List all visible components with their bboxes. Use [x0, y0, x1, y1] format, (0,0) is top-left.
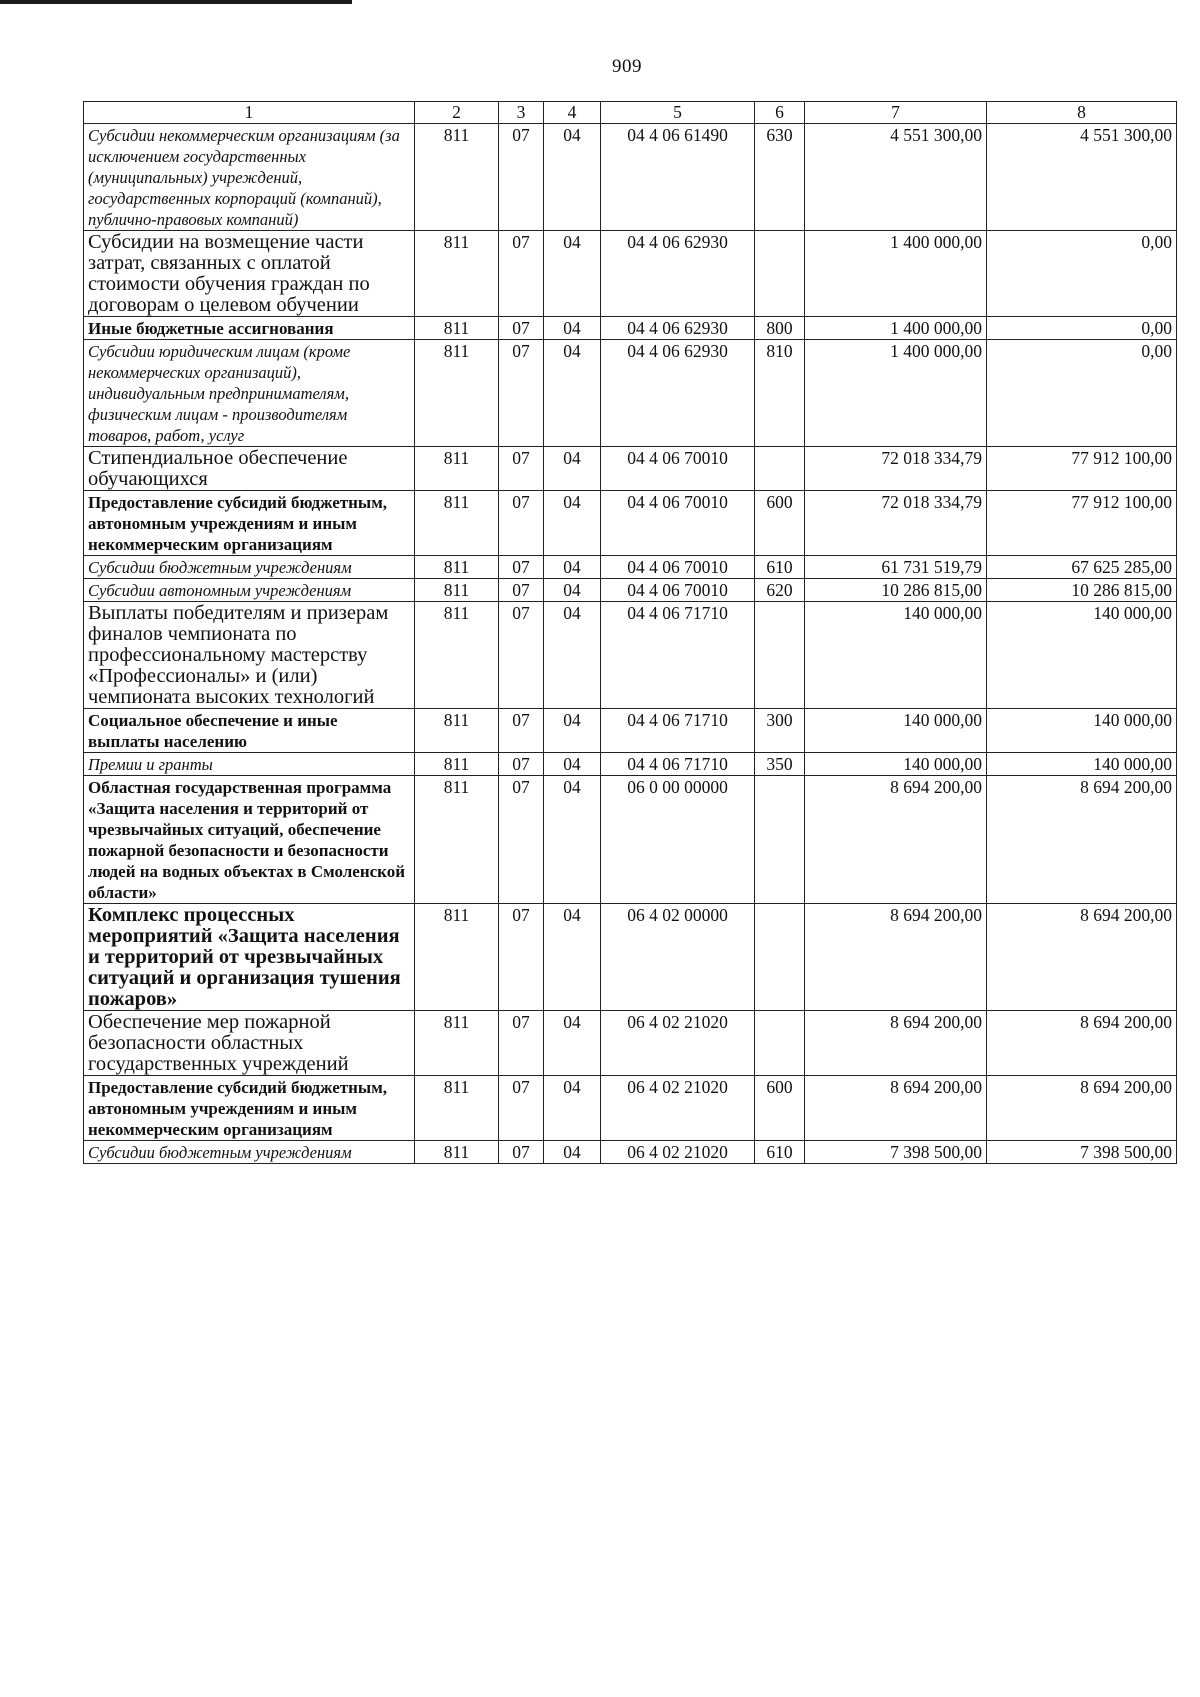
header-cell: 1 — [84, 102, 415, 124]
admin-code-cell: 811 — [415, 491, 499, 556]
header-cell: 4 — [544, 102, 601, 124]
target-article-cell: 04 4 06 71710 — [601, 753, 755, 776]
subsection-cell: 04 — [544, 1076, 601, 1141]
amount-year2-cell: 0,00 — [987, 317, 1177, 340]
subsection-cell: 04 — [544, 602, 601, 709]
expense-type-cell — [755, 231, 805, 317]
target-article-cell: 04 4 06 70010 — [601, 579, 755, 602]
amount-year1-cell: 4 551 300,00 — [805, 124, 987, 231]
row-name-cell: Предоставление субсидий бюджетным, автономным учреждениям и иным некоммерческим организациям — [84, 1076, 415, 1141]
amount-year1-cell: 140 000,00 — [805, 709, 987, 753]
section-cell: 07 — [499, 709, 544, 753]
subsection-cell: 04 — [544, 556, 601, 579]
header-row — [84, 102, 1177, 124]
target-article-cell: 04 4 06 62930 — [601, 231, 755, 317]
subsection-cell: 04 — [544, 124, 601, 231]
admin-code-cell: 811 — [415, 231, 499, 317]
target-article-cell: 04 4 06 70010 — [601, 556, 755, 579]
header-cell: 8 — [987, 102, 1177, 124]
section-cell: 07 — [499, 231, 544, 317]
amount-year1-cell: 61 731 519,79 — [805, 556, 987, 579]
row-name-cell: Субсидии бюджетным учреждениям — [84, 556, 415, 579]
section-cell: 07 — [499, 1141, 544, 1164]
subsection-cell: 04 — [544, 340, 601, 447]
target-article-cell: 04 4 06 61490 — [601, 124, 755, 231]
section-cell: 07 — [499, 317, 544, 340]
target-article-cell: 04 4 06 71710 — [601, 709, 755, 753]
section-cell: 07 — [499, 1076, 544, 1141]
section-cell: 07 — [499, 124, 544, 231]
section-cell: 07 — [499, 1011, 544, 1076]
table-row — [84, 602, 1177, 709]
amount-year1-cell: 72 018 334,79 — [805, 491, 987, 556]
amount-year1-cell: 72 018 334,79 — [805, 447, 987, 491]
subsection-cell: 04 — [544, 776, 601, 904]
section-cell: 07 — [499, 776, 544, 904]
header-cell: 5 — [601, 102, 755, 124]
subsection-cell: 04 — [544, 1011, 601, 1076]
row-name-cell: Комплекс процессных мероприятий «Защита населения и территорий от чрезвычайных ситуаций и организация тушения пожаров» — [84, 904, 415, 1011]
amount-year1-cell: 8 694 200,00 — [805, 776, 987, 904]
expense-type-cell — [755, 447, 805, 491]
amount-year1-cell: 140 000,00 — [805, 602, 987, 709]
amount-year2-cell: 10 286 815,00 — [987, 579, 1177, 602]
admin-code-cell: 811 — [415, 556, 499, 579]
expense-type-cell — [755, 904, 805, 1011]
header-cell: 3 — [499, 102, 544, 124]
admin-code-cell: 811 — [415, 447, 499, 491]
section-cell: 07 — [499, 602, 544, 709]
target-article-cell: 04 4 06 62930 — [601, 340, 755, 447]
target-article-cell: 04 4 06 62930 — [601, 317, 755, 340]
expense-type-cell: 620 — [755, 579, 805, 602]
amount-year1-cell: 1 400 000,00 — [805, 231, 987, 317]
amount-year2-cell: 140 000,00 — [987, 753, 1177, 776]
table-row — [84, 491, 1177, 556]
amount-year2-cell: 77 912 100,00 — [987, 447, 1177, 491]
row-name-cell: Премии и гранты — [84, 753, 415, 776]
budget-table — [83, 101, 1177, 1164]
subsection-cell: 04 — [544, 904, 601, 1011]
subsection-cell: 04 — [544, 317, 601, 340]
header-cell: 7 — [805, 102, 987, 124]
subsection-cell: 04 — [544, 447, 601, 491]
amount-year1-cell: 1 400 000,00 — [805, 317, 987, 340]
target-article-cell: 06 4 02 21020 — [601, 1076, 755, 1141]
subsection-cell: 04 — [544, 753, 601, 776]
amount-year2-cell: 7 398 500,00 — [987, 1141, 1177, 1164]
amount-year2-cell: 8 694 200,00 — [987, 776, 1177, 904]
row-name-cell: Субсидии юридическим лицам (кроме некоммерческих организаций), индивидуальным предпринимателям, физическим лицам - производителям товаров, работ, услуг — [84, 340, 415, 447]
target-article-cell: 06 0 00 00000 — [601, 776, 755, 904]
subsection-cell: 04 — [544, 231, 601, 317]
amount-year2-cell: 140 000,00 — [987, 709, 1177, 753]
row-name-cell: Предоставление субсидий бюджетным, автономным учреждениям и иным некоммерческим организациям — [84, 491, 415, 556]
expense-type-cell: 610 — [755, 556, 805, 579]
target-article-cell: 04 4 06 70010 — [601, 491, 755, 556]
section-cell: 07 — [499, 753, 544, 776]
amount-year1-cell: 10 286 815,00 — [805, 579, 987, 602]
table-body — [84, 124, 1177, 1164]
row-name-cell: Субсидии бюджетным учреждениям — [84, 1141, 415, 1164]
admin-code-cell: 811 — [415, 579, 499, 602]
admin-code-cell: 811 — [415, 753, 499, 776]
table-row — [84, 231, 1177, 317]
subsection-cell: 04 — [544, 1141, 601, 1164]
admin-code-cell: 811 — [415, 1141, 499, 1164]
admin-code-cell: 811 — [415, 904, 499, 1011]
row-name-cell: Субсидии на возмещение части затрат, связанных с оплатой стоимости обучения граждан по договорам о целевом обучении — [84, 231, 415, 317]
expense-type-cell: 600 — [755, 491, 805, 556]
amount-year2-cell: 77 912 100,00 — [987, 491, 1177, 556]
expense-type-cell: 800 — [755, 317, 805, 340]
amount-year2-cell: 67 625 285,00 — [987, 556, 1177, 579]
section-cell: 07 — [499, 340, 544, 447]
target-article-cell: 06 4 02 00000 — [601, 904, 755, 1011]
table-row — [84, 1011, 1177, 1076]
header-cell: 2 — [415, 102, 499, 124]
expense-type-cell — [755, 1011, 805, 1076]
table-row — [84, 124, 1177, 231]
expense-type-cell: 350 — [755, 753, 805, 776]
target-article-cell: 06 4 02 21020 — [601, 1141, 755, 1164]
row-name-cell: Субсидии некоммерческим организациям (за исключением государственных (муниципальных) учреждений, государственных корпораций (компаний), публично-правовых компаний) — [84, 124, 415, 231]
table-row — [84, 1076, 1177, 1141]
table-row — [84, 776, 1177, 904]
expense-type-cell — [755, 776, 805, 904]
page-number: 909 — [612, 56, 642, 77]
table-row — [84, 579, 1177, 602]
admin-code-cell: 811 — [415, 709, 499, 753]
row-name-cell: Социальное обеспечение и иные выплаты населению — [84, 709, 415, 753]
amount-year2-cell: 0,00 — [987, 231, 1177, 317]
amount-year1-cell: 8 694 200,00 — [805, 1076, 987, 1141]
table-row — [84, 709, 1177, 753]
expense-type-cell: 810 — [755, 340, 805, 447]
admin-code-cell: 811 — [415, 317, 499, 340]
amount-year2-cell: 0,00 — [987, 340, 1177, 447]
row-name-cell: Иные бюджетные ассигнования — [84, 317, 415, 340]
table-row — [84, 317, 1177, 340]
top-rule — [0, 0, 352, 4]
section-cell: 07 — [499, 579, 544, 602]
table-row — [84, 340, 1177, 447]
expense-type-cell — [755, 602, 805, 709]
row-name-cell: Субсидии автономным учреждениям — [84, 579, 415, 602]
amount-year2-cell: 4 551 300,00 — [987, 124, 1177, 231]
section-cell: 07 — [499, 556, 544, 579]
table-row — [84, 904, 1177, 1011]
admin-code-cell: 811 — [415, 1076, 499, 1141]
table-row — [84, 556, 1177, 579]
section-cell: 07 — [499, 491, 544, 556]
section-cell: 07 — [499, 447, 544, 491]
row-name-cell: Областная государственная программа «Защита населения и территорий от чрезвычайных ситуаций, обеспечение пожарной безопасности и безопасности людей на водных объектах в Смоленской области» — [84, 776, 415, 904]
target-article-cell: 04 4 06 71710 — [601, 602, 755, 709]
expense-type-cell: 610 — [755, 1141, 805, 1164]
amount-year2-cell: 8 694 200,00 — [987, 1076, 1177, 1141]
table-row — [84, 753, 1177, 776]
row-name-cell: Обеспечение мер пожарной безопасности областных государственных учреждений — [84, 1011, 415, 1076]
section-cell: 07 — [499, 904, 544, 1011]
expense-type-cell: 630 — [755, 124, 805, 231]
subsection-cell: 04 — [544, 491, 601, 556]
amount-year1-cell: 7 398 500,00 — [805, 1141, 987, 1164]
amount-year1-cell: 140 000,00 — [805, 753, 987, 776]
admin-code-cell: 811 — [415, 124, 499, 231]
row-name-cell: Стипендиальное обеспечение обучающихся — [84, 447, 415, 491]
target-article-cell: 06 4 02 21020 — [601, 1011, 755, 1076]
amount-year1-cell: 8 694 200,00 — [805, 1011, 987, 1076]
admin-code-cell: 811 — [415, 340, 499, 447]
row-name-cell: Выплаты победителям и призерам финалов чемпионата по профессиональному мастерству «Профессионалы» и (или) чемпионата высоких технологий — [84, 602, 415, 709]
header-cell: 6 — [755, 102, 805, 124]
amount-year2-cell: 8 694 200,00 — [987, 904, 1177, 1011]
subsection-cell: 04 — [544, 709, 601, 753]
admin-code-cell: 811 — [415, 1011, 499, 1076]
target-article-cell: 04 4 06 70010 — [601, 447, 755, 491]
admin-code-cell: 811 — [415, 776, 499, 904]
amount-year1-cell: 1 400 000,00 — [805, 340, 987, 447]
amount-year2-cell: 8 694 200,00 — [987, 1011, 1177, 1076]
expense-type-cell: 600 — [755, 1076, 805, 1141]
table-row — [84, 1141, 1177, 1164]
amount-year1-cell: 8 694 200,00 — [805, 904, 987, 1011]
amount-year2-cell: 140 000,00 — [987, 602, 1177, 709]
table-row — [84, 447, 1177, 491]
expense-type-cell: 300 — [755, 709, 805, 753]
subsection-cell: 04 — [544, 579, 601, 602]
admin-code-cell: 811 — [415, 602, 499, 709]
